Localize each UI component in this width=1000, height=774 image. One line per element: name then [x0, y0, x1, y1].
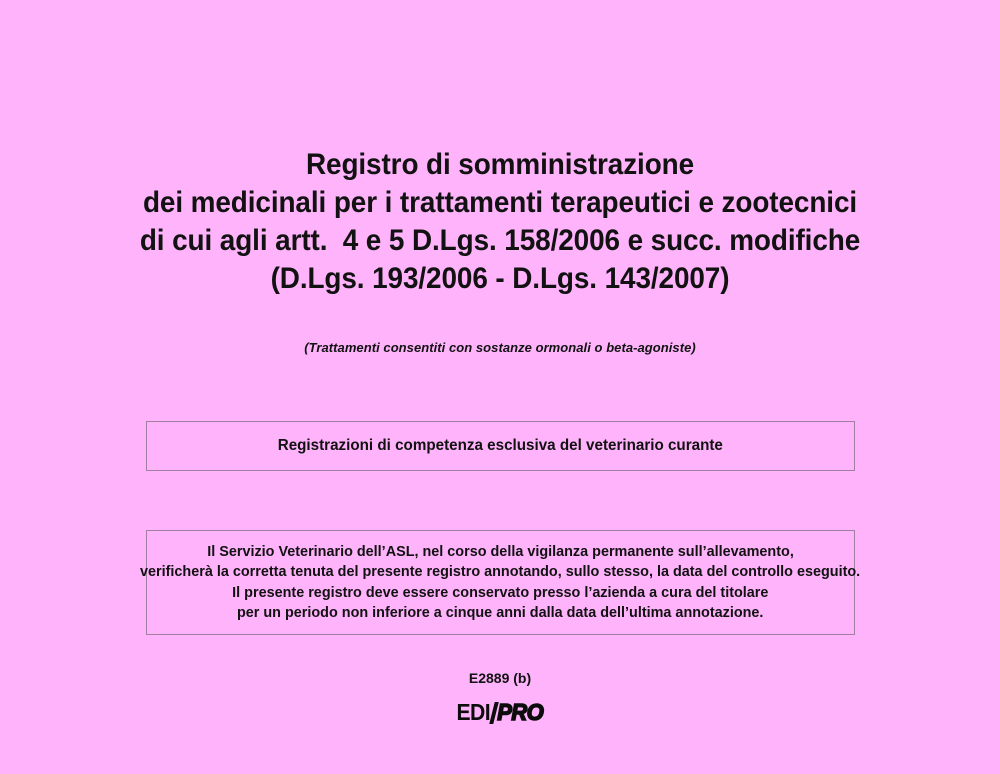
publisher-logo — [0, 701, 1000, 724]
logo-secondary-text: PRO — [497, 699, 544, 725]
page-title — [0, 146, 1000, 298]
title-line-2: dei medicinali per i trattamenti terapeutici e zootecnici — [142, 186, 858, 219]
notice-line-4: per un periodo non inferiore a cinque anni dalla data dell’ultima annotazione. — [237, 604, 764, 621]
title-line-3: di cui agli artt. 4 e 5 D.Lgs. 158/2006 e succ. modifiche — [139, 224, 861, 257]
competence-box — [146, 421, 855, 471]
subtitle-note: (Trattamenti consentiti con sostanze ormonali o beta-agoniste) — [304, 340, 696, 355]
competence-box-text: Registrazioni di competenza esclusiva del veterinario curante — [277, 437, 724, 454]
notice-line-2: verificherà la corretta tenuta del presente registro annotando, sullo stesso, la data del controllo eseguito. — [140, 563, 861, 580]
title-line-4: (D.Lgs. 193/2006 - D.Lgs. 143/2007) — [270, 262, 730, 295]
document-code: E2889 (b) — [468, 670, 532, 686]
title-line-1: Registro di somministrazione — [305, 148, 695, 181]
logo-primary-text: EDI — [456, 699, 490, 725]
notice-line-3: Il presente registro deve essere conservato presso l’azienda a cura del titolare — [232, 583, 769, 601]
notice-box — [140, 530, 861, 635]
notice-line-1: Il Servizio Veterinario dell’ASL, nel corso della vigilanza permanente sull’allevamento, — [207, 542, 794, 560]
